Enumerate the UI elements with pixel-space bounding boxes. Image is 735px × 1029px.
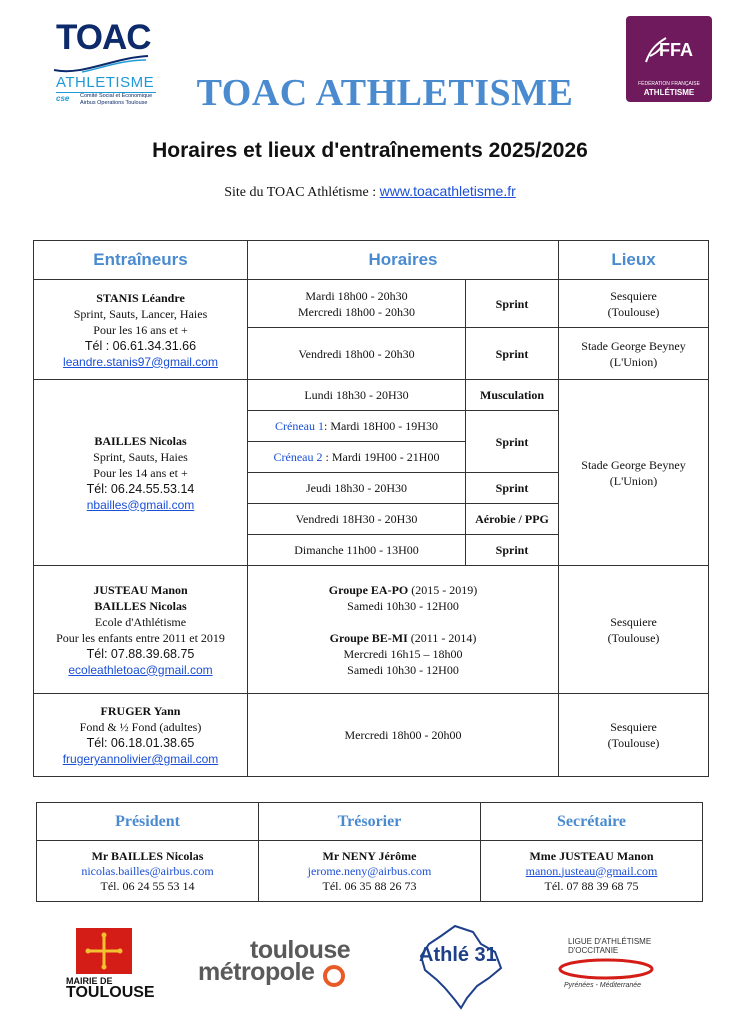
place-line: Sesquiere (610, 288, 657, 303)
slot-time: Vendredi 18H30 - 20H30 (248, 504, 466, 535)
occitan-cross-icon (76, 928, 132, 974)
officer-phone: Tél. 06 35 88 26 73 (322, 878, 417, 893)
officer-email[interactable]: nicolas.bailles@airbus.com (81, 863, 214, 878)
ligue-line-3: Pyrénées - Méditerranée (564, 982, 642, 989)
ligue-line-1: LIGUE D'ATHLÉTISME D'OCCITANIE (568, 937, 652, 955)
group-years: (2011 - 2014) (407, 630, 477, 645)
slot-time (248, 280, 466, 328)
athle31-text: Athlé 31 (419, 944, 497, 966)
slot-type: Sprint (466, 280, 559, 328)
officer-treasurer (259, 841, 481, 902)
ffa-logo-sub1: FÉDÉRATION FRANÇAISE (638, 81, 700, 87)
slot-place (559, 328, 709, 380)
ligue-occitanie-logo (556, 935, 656, 997)
coach-email[interactable]: ecoleathletoac@gmail.com (68, 662, 213, 677)
athle31-logo (415, 922, 507, 1012)
toulouse-metropole-logo (198, 936, 373, 996)
slot-place (559, 566, 709, 694)
header-treasurer: Trésorier (259, 803, 481, 841)
slot-time: Dimanche 11h00 - 13H00 (248, 535, 466, 566)
officer-phone: Tél. 06 24 55 53 14 (100, 878, 195, 893)
cse-line-2: Airbus Operations Toulouse (80, 100, 148, 106)
cse-mark: cse (56, 94, 70, 103)
mairie-line-2: TOULOUSE (66, 984, 155, 1001)
mairie-toulouse-logo (66, 928, 162, 1000)
slot-line: Mercredi 18h00 - 20h30 (298, 304, 415, 319)
group-name: Groupe EA-PO (328, 582, 409, 597)
place-line: (Toulouse) (607, 630, 660, 645)
coach-stanis (34, 280, 248, 380)
coach-email[interactable]: frugeryannolivier@gmail.com (62, 752, 219, 766)
coach-email[interactable]: nbailles@gmail.com (86, 497, 195, 512)
group-name: Groupe BE-MI (329, 630, 408, 645)
coach-ages: Pour les 16 ans et + (93, 322, 188, 337)
slot-time (248, 411, 466, 442)
place-line: (Toulouse) (607, 736, 660, 750)
place-line: Stade George Beyney (581, 457, 686, 472)
coach-name: BAILLES Nicolas (94, 598, 187, 613)
slot-line: Mardi 18h00 - 20h30 (305, 288, 408, 303)
header-coaches: Entraîneurs (34, 241, 248, 280)
coach-desc: Ecole d'Athlétisme (94, 614, 187, 629)
group-slot: Samedi 10h30 - 12H00 (347, 662, 459, 677)
coach-phone: Tél: 06.18.01.38.65 (86, 736, 195, 750)
place-line: Stade George Beyney (581, 338, 686, 353)
site-prefix: Site du TOAC Athlétisme : (224, 185, 380, 200)
coach-disciplines: Fond & ½ Fond (adultes) (79, 720, 202, 734)
slot-type: Aérobie / PPG (466, 504, 559, 535)
officer-email[interactable]: jerome.neny@airbus.com (307, 863, 432, 878)
coach-ages: Pour les enfants entre 2011 et 2019 (56, 630, 225, 645)
slot-type: Sprint (466, 535, 559, 566)
slot-place (559, 380, 709, 566)
slot-time (248, 442, 466, 473)
group-years: (2015 - 2019) (408, 582, 478, 597)
track-icon (556, 957, 656, 981)
officer-name: Mr NENY Jérôme (322, 848, 417, 863)
coach-ecole (34, 566, 248, 694)
coach-disciplines: Sprint, Sauts, Haies (93, 449, 188, 464)
slot-rest: : Mardi 19H00 - 21H00 (322, 450, 440, 464)
coach-name: FRUGER Yann (100, 704, 181, 718)
ffa-logo (626, 16, 712, 102)
slot-label: Créneau 2 (273, 450, 323, 464)
coach-phone: Tél : 06.61.34.31.66 (84, 338, 197, 353)
officer-phone: Tél. 07 88 39 68 75 (544, 878, 639, 893)
coach-fruger (34, 694, 248, 777)
cse-line-1: Comité Social et Economique (80, 93, 153, 99)
slot-time: Mercredi 18h00 - 20h00 (248, 694, 559, 777)
coach-email[interactable]: leandre.stanis97@gmail.com (63, 354, 218, 369)
coach-name: STANIS Léandre (96, 290, 185, 305)
ffa-logo-sub2: ATHLÉTISME (643, 88, 695, 97)
coach-phone: Tél: 07.88.39.68.75 (86, 646, 195, 661)
officers-table (36, 802, 703, 902)
place-line: Sesquiere (610, 614, 657, 629)
place-line: Sesquiere (610, 720, 657, 734)
ffa-logo-text: FFA (659, 40, 693, 60)
slot-time: Lundi 18h30 - 20H30 (248, 380, 466, 411)
coach-ages: Pour les 14 ans et + (93, 465, 188, 480)
officer-secretary (481, 841, 703, 902)
header-president: Président (37, 803, 259, 841)
mairie-line-1: MAIRIE DE (66, 976, 113, 986)
slot-type: Sprint (466, 473, 559, 504)
slot-type: Sprint (466, 328, 559, 380)
place-line: (L'Union) (609, 473, 658, 488)
officer-president (37, 841, 259, 902)
group-slot: Mercredi 16h15 – 18h00 (343, 646, 463, 661)
slot-time: Vendredi 18h00 - 20h30 (248, 328, 466, 380)
header-hours: Horaires (248, 241, 559, 280)
coach-name: JUSTEAU Manon (93, 582, 188, 597)
slot-type: Musculation (466, 380, 559, 411)
group-slot: Samedi 10h30 - 12H00 (347, 598, 459, 613)
haute-garonne-map-icon (415, 922, 507, 1012)
toac-logo-title: TOAC (56, 18, 151, 57)
page-subtitle: Horaires et lieux d'entraînements 2025/2026 (152, 139, 588, 162)
officer-name: Mme JUSTEAU Manon (529, 848, 654, 863)
slot-place (559, 694, 709, 777)
slot-time: Jeudi 18h30 - 20H30 (248, 473, 466, 504)
coach-disciplines: Sprint, Sauts, Lancer, Haies (73, 306, 208, 321)
slot-label: Créneau 1 (275, 419, 324, 433)
header-places: Lieux (559, 241, 709, 280)
place-line: (L'Union) (609, 354, 658, 369)
header-secretary: Secrétaire (481, 803, 703, 841)
site-link[interactable]: www.toacathletisme.fr (379, 183, 516, 199)
tm-line-1: toulouse (250, 936, 351, 964)
officer-email[interactable]: manon.justeau@gmail.com (525, 863, 658, 878)
slot-type: Sprint (466, 411, 559, 473)
coach-name: BAILLES Nicolas (94, 433, 187, 448)
slot-place (559, 280, 709, 328)
tm-ring-icon (322, 938, 352, 988)
place-line: (Toulouse) (607, 304, 660, 319)
coach-phone: Tél: 06.24.55.53.14 (86, 481, 195, 496)
slot-rest: : Mardi 18H00 - 19H30 (323, 419, 438, 433)
coach-bailles (34, 380, 248, 566)
schedule-table (33, 240, 709, 777)
officer-name: Mr BAILLES Nicolas (91, 848, 204, 863)
slot-time (248, 566, 559, 694)
site-line (0, 183, 735, 201)
toac-logo-subtitle: ATHLETISME (56, 74, 155, 91)
tm-line-2: métropole (198, 958, 315, 986)
page-title: TOAC ATHLETISME (196, 72, 574, 114)
